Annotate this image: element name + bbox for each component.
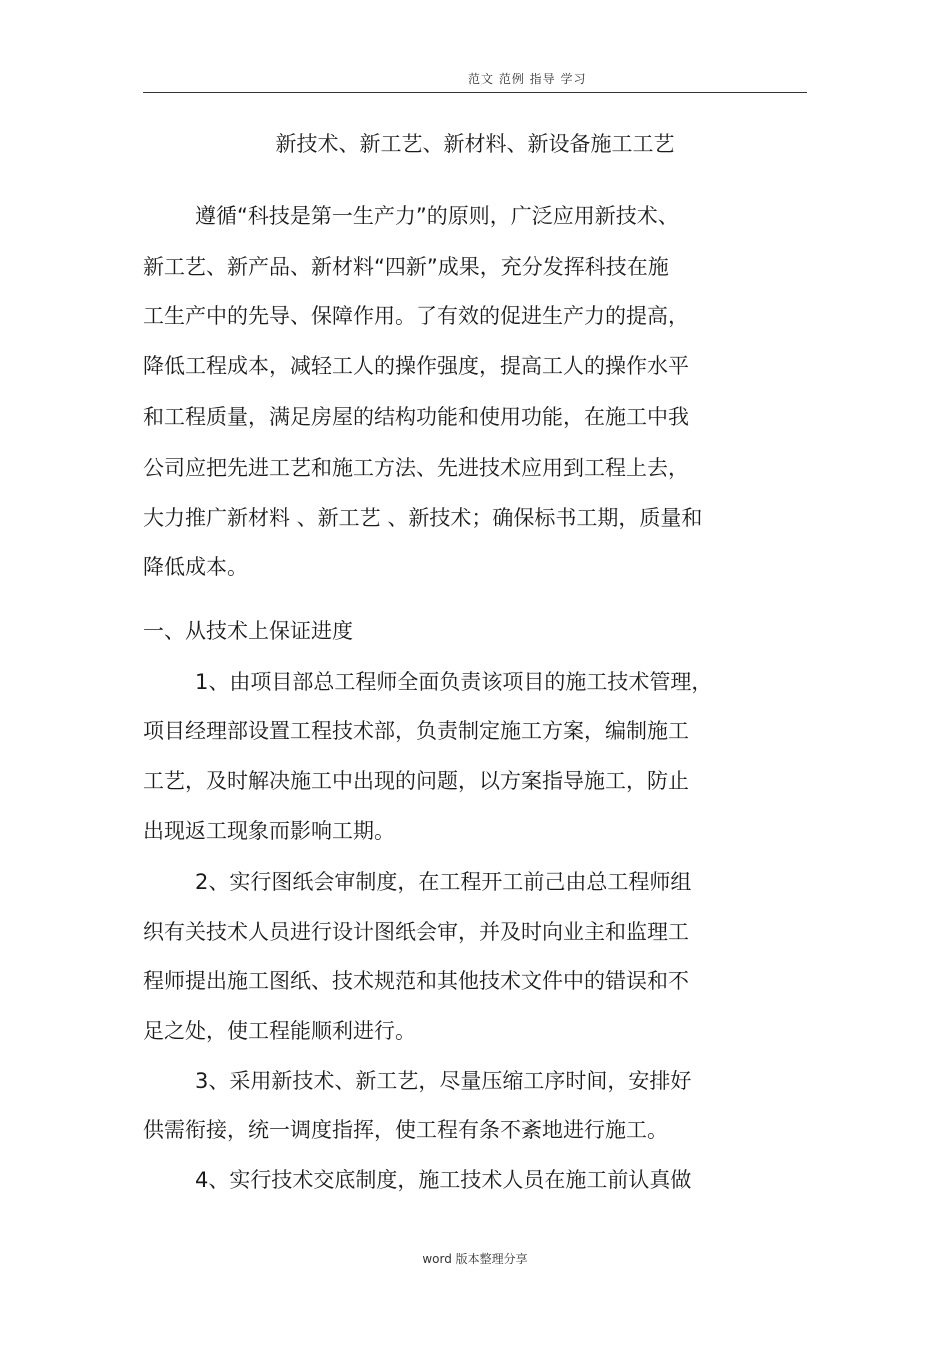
paragraph-line: 织有关技术人员进行设计图纸会审，并及时向业主和监理工: [143, 920, 689, 944]
paragraph-line: 工艺，及时解决施工中出现的问题，以方案指导施工，防止: [143, 769, 689, 793]
paragraph-line: 项目经理部设置工程技术部，负责制定施工方案，编制施工: [143, 719, 689, 743]
page-footer: word 版本整理分享: [422, 1252, 528, 1266]
paragraph-line: 降低工程成本，减轻工人的操作强度，提高工人的操作水平: [143, 354, 689, 378]
paragraph-line: 足之处，使工程能顺利进行。: [143, 1019, 416, 1043]
paragraph-line: 出现返工现象而影响工期。: [143, 819, 395, 843]
section-heading: 一、从技术上保证进度: [143, 619, 353, 643]
header-text: 范文 范例 指导 学习: [468, 72, 587, 86]
paragraph-line: 供需衔接，统一调度指挥，使工程有条不紊地进行施工。: [143, 1118, 668, 1142]
paragraph-line: 公司应把先进工艺和施工方法、先进技术应用到工程上去，: [143, 456, 689, 480]
paragraph-line: 4、实行技术交底制度，施工技术人员在施工前认真做: [195, 1168, 692, 1192]
page-header: [143, 68, 807, 93]
paragraph-line: 1、由项目部总工程师全面负责该项目的施工技术管理，: [195, 670, 713, 694]
paragraph-line: 程师提出施工图纸、技术规范和其他技术文件中的错误和不: [143, 969, 689, 993]
document-title: 新技术、新工艺、新材料、新设备施工工艺: [275, 132, 675, 156]
paragraph-line: 工生产中的先导、保障作用。了有效的促进生产力的提高，: [143, 304, 689, 328]
paragraph-line: 3、采用新技术、新工艺，尽量压缩工序时间，安排好: [195, 1069, 692, 1093]
paragraph-line: 2、实行图纸会审制度，在工程开工前己由总工程师组: [195, 870, 692, 894]
paragraph-line: 大力推广新材料 、新工艺 、新技术；确保标书工期，质量和: [143, 506, 703, 530]
paragraph-line: 降低成本。: [143, 555, 248, 579]
paragraph-line: 遵循“科技是第一生产力”的原则，广泛应用新技术、: [195, 204, 679, 228]
paragraph-line: 和工程质量，满足房屋的结构功能和使用功能，在施工中我: [143, 405, 689, 429]
paragraph-line: 新工艺、新产品、新材料“四新”成果，充分发挥科技在施: [143, 255, 669, 279]
